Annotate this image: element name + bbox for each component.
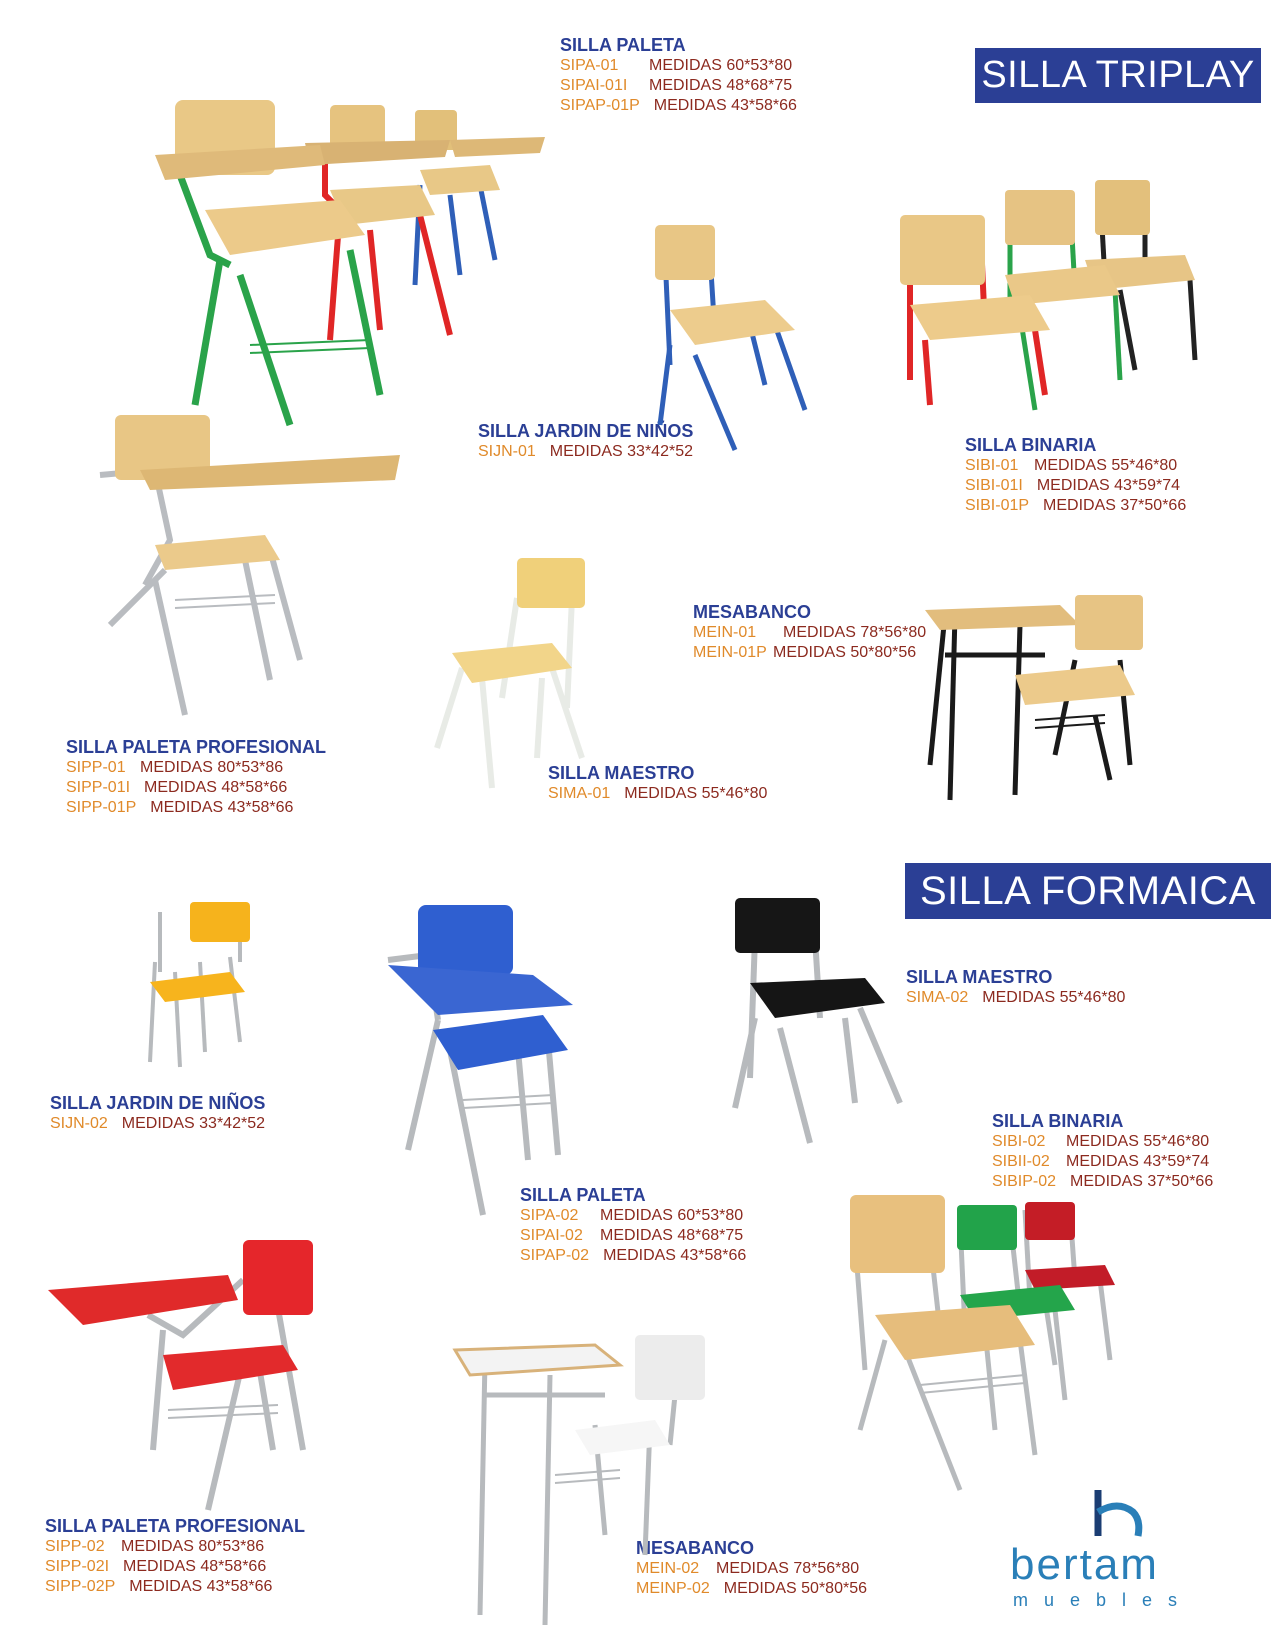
- product-measures: MEDIDAS 43*58*66: [150, 799, 294, 816]
- product-row: [965, 456, 1186, 476]
- product-measures: MEDIDAS 48*68*75: [649, 77, 793, 94]
- product-measures: MEDIDAS 43*59*74: [1036, 477, 1180, 494]
- product-code: MEIN-02: [636, 1560, 700, 1577]
- product-measures: MEDIDAS 33*42*52: [549, 443, 693, 460]
- product-code: SIBI-01I: [965, 477, 1023, 494]
- product-measures: MEDIDAS 43*58*66: [653, 97, 797, 114]
- product-measures: MEDIDAS 78*56*80: [783, 624, 927, 641]
- product-row: [520, 1246, 746, 1266]
- section-banner-formaica: SILLA FORMAICA: [905, 863, 1271, 919]
- product-code: SIBI-01P: [965, 497, 1030, 514]
- product-title: MESABANCO: [636, 1538, 755, 1558]
- product-paleta-profesional-02: [45, 1515, 305, 1597]
- silla-paleta-triplay-image: [150, 95, 550, 430]
- silla-maestro-triplay-image: [432, 558, 602, 793]
- product-row: [520, 1226, 746, 1246]
- product-measures: MEDIDAS 43*58*66: [603, 1247, 747, 1264]
- product-measures: MEDIDAS 43*58*66: [129, 1578, 273, 1595]
- silla-paleta-formaica-image: [388, 900, 578, 1215]
- product-measures: MEDIDAS 60*53*80: [600, 1207, 744, 1224]
- product-code: SIPAI-01I: [560, 77, 628, 94]
- product-title: SILLA PALETA: [520, 1185, 646, 1205]
- product-code: SIPP-02P: [45, 1578, 116, 1595]
- product-code: SIPP-01P: [66, 799, 137, 816]
- product-row: [66, 798, 326, 818]
- product-measures: MEDIDAS 60*53*80: [649, 57, 793, 74]
- silla-paleta-profesional-formaica-image: [48, 1240, 328, 1510]
- product-measures: MEDIDAS 48*68*75: [600, 1227, 744, 1244]
- product-mesabanco-01: [693, 601, 926, 663]
- product-row: [992, 1132, 1213, 1152]
- silla-binaria-triplay-image: [895, 180, 1205, 415]
- product-code: SIBII-02: [992, 1153, 1050, 1170]
- product-row: [906, 988, 1125, 1008]
- product-title: SILLA JARDIN DE NIÑOS: [478, 421, 694, 441]
- product-row: [693, 623, 926, 643]
- product-title: SILLA PALETA: [560, 35, 686, 55]
- product-row: [45, 1537, 305, 1557]
- product-row: [560, 56, 797, 76]
- product-title: MESABANCO: [693, 602, 812, 622]
- product-measures: MEDIDAS 50*80*56: [773, 644, 917, 661]
- product-measures: MEDIDAS 48*58*66: [144, 779, 288, 796]
- product-code: SIBI-02: [992, 1133, 1046, 1150]
- product-measures: MEDIDAS 43*59*74: [1066, 1153, 1210, 1170]
- product-measures: MEDIDAS 37*50*66: [1043, 497, 1187, 514]
- product-row: [66, 778, 326, 798]
- product-measures: MEDIDAS 80*53*86: [121, 1538, 265, 1555]
- product-code: MEIN-01: [693, 624, 757, 641]
- product-row: [965, 476, 1186, 496]
- product-code: SIJN-02: [50, 1115, 108, 1132]
- product-jardin-ninos-02: [50, 1092, 265, 1134]
- product-silla-paleta-01: [560, 34, 797, 116]
- product-measures: MEDIDAS 55*46*80: [1066, 1133, 1210, 1150]
- product-measures: MEDIDAS 55*46*80: [624, 785, 768, 802]
- product-row: [45, 1557, 305, 1577]
- product-code: MEIN-01P: [693, 644, 767, 661]
- product-code: SIJN-01: [478, 443, 536, 460]
- product-code: SIPP-01: [66, 759, 126, 776]
- product-title: SILLA BINARIA: [992, 1111, 1124, 1131]
- product-row: [992, 1172, 1213, 1192]
- product-measures: MEDIDAS 55*46*80: [982, 989, 1126, 1006]
- product-code: SIPP-02I: [45, 1558, 110, 1575]
- product-title: SILLA PALETA PROFESIONAL: [45, 1516, 305, 1536]
- product-title: SILLA MAESTRO: [548, 763, 695, 783]
- product-silla-binaria-02: [992, 1110, 1213, 1192]
- product-row: [693, 643, 926, 663]
- product-row: [45, 1577, 305, 1597]
- silla-binaria-formaica-image: [845, 1190, 1145, 1495]
- product-code: SIBI-01: [965, 457, 1019, 474]
- section-banner-triplay: SILLA TRIPLAY: [975, 48, 1261, 103]
- product-silla-binaria-01: [965, 434, 1186, 516]
- bertam-logo: [1010, 1490, 1220, 1610]
- product-code: SIPA-02: [520, 1207, 579, 1224]
- product-code: SIPA-01: [560, 57, 619, 74]
- product-row: [560, 76, 797, 96]
- product-code: SIPP-01I: [66, 779, 131, 796]
- logo-name: bertam: [1010, 1540, 1159, 1589]
- silla-paleta-profesional-triplay-image: [95, 410, 405, 715]
- product-measures: MEDIDAS 80*53*86: [140, 759, 284, 776]
- product-row: [992, 1152, 1213, 1172]
- silla-jardin-ninos-formaica-image: [145, 902, 255, 1072]
- product-code: SIPAP-01P: [560, 97, 640, 114]
- product-code: SIPAP-02: [520, 1247, 590, 1264]
- silla-maestro-formaica-image: [735, 898, 905, 1153]
- silla-jardin-ninos-triplay-image: [655, 225, 815, 450]
- mesabanco-triplay-image: [925, 595, 1165, 835]
- product-title: SILLA PALETA PROFESIONAL: [66, 737, 326, 757]
- product-measures: MEDIDAS 48*58*66: [123, 1558, 267, 1575]
- product-measures: MEDIDAS 33*42*52: [121, 1115, 265, 1132]
- product-code: SIMA-02: [906, 989, 969, 1006]
- product-code: MEINP-02: [636, 1580, 710, 1597]
- product-silla-maestro-02: [906, 966, 1125, 1008]
- product-measures: MEDIDAS 55*46*80: [1034, 457, 1178, 474]
- product-title: SILLA JARDIN DE NIÑOS: [50, 1093, 266, 1113]
- mesabanco-formaica-image: [455, 1335, 710, 1625]
- product-measures: MEDIDAS 37*50*66: [1070, 1173, 1214, 1190]
- product-row: [560, 96, 797, 116]
- product-code: SIPP-02: [45, 1538, 105, 1555]
- product-paleta-profesional-01: [66, 736, 326, 818]
- product-code: SIMA-01: [548, 785, 611, 802]
- product-title: SILLA MAESTRO: [906, 967, 1053, 987]
- logo-subtitle: muebles: [1013, 1590, 1194, 1610]
- product-title: SILLA BINARIA: [965, 435, 1097, 455]
- product-code: SIBIP-02: [992, 1173, 1057, 1190]
- product-row: [50, 1114, 265, 1134]
- product-row: [965, 496, 1186, 516]
- product-code: SIPAI-02: [520, 1227, 583, 1244]
- product-measures: MEDIDAS 78*56*80: [716, 1560, 860, 1577]
- product-row: [66, 758, 326, 778]
- product-measures: MEDIDAS 50*80*56: [723, 1580, 867, 1597]
- bertam-b-icon: [1093, 1490, 1143, 1538]
